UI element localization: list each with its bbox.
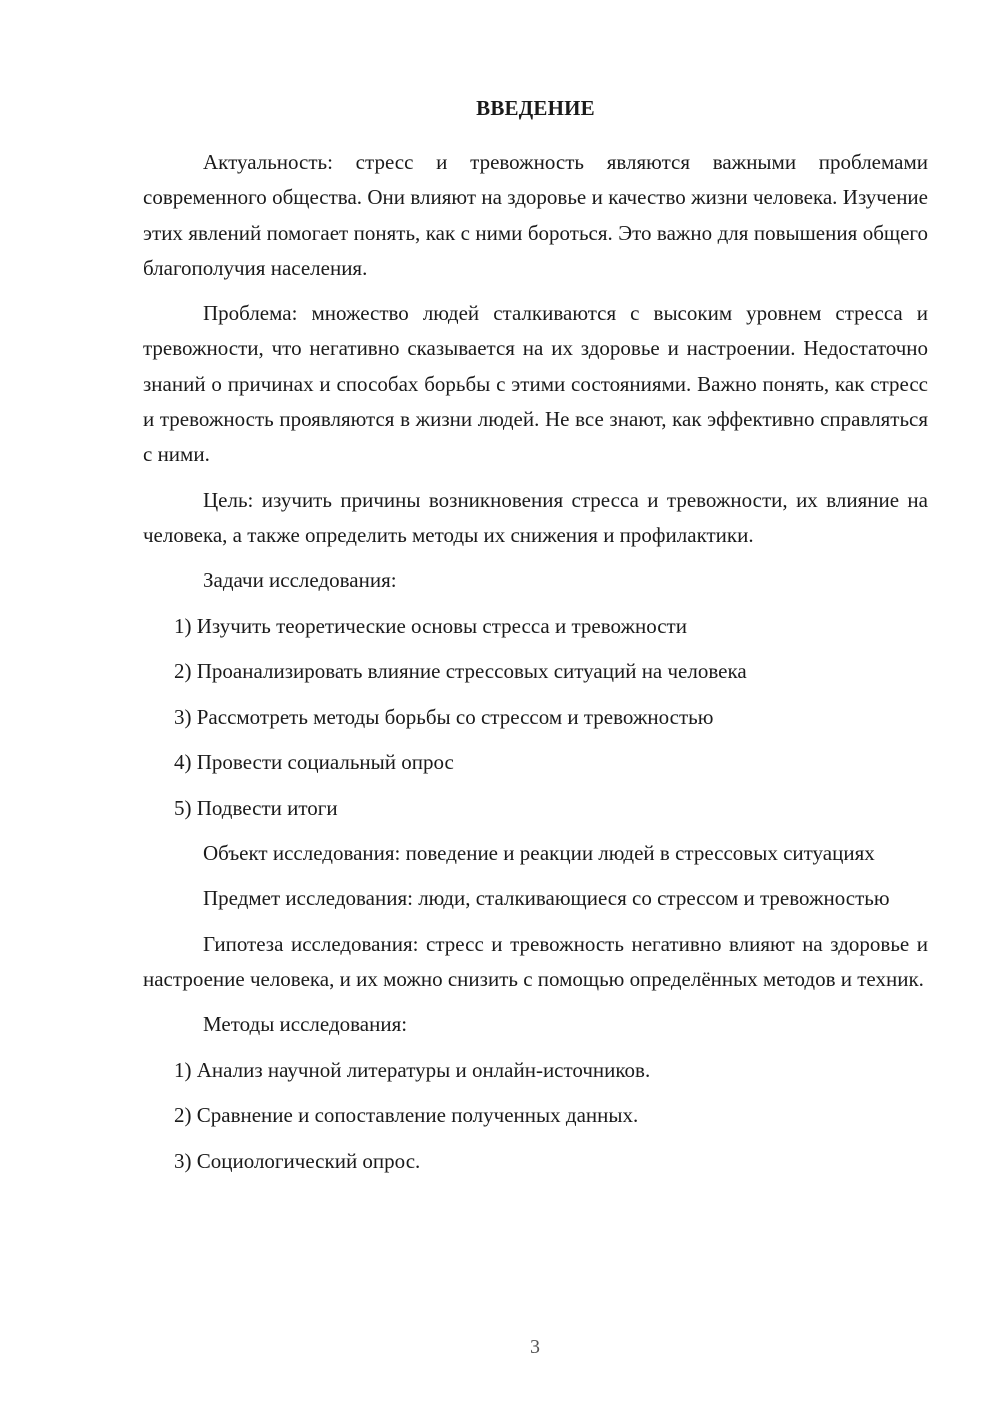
list-item: 2) Сравнение и сопоставление полученных данных. <box>174 1103 639 1128</box>
goal-paragraph: Цель: изучить причины возникновения стресса и тревожности, их влияние на человека, а также определить методы их снижения и профилактики. <box>143 487 928 547</box>
object-paragraph: Объект исследования: поведение и реакции людей в стрессовых ситуациях <box>203 841 875 866</box>
list-item: 5) Подвести итоги <box>174 795 338 820</box>
problem-paragraph: Проблема: множество людей сталкиваются с высоким уровнем стресса и тревожности, что негативно сказывается на их здоровье и настроении. Недостаточно знаний о причинах и способах борьбы с этими состояниями. Важно понять, как стресс и тревожность проявляются в жизни людей. Не все знают, как эффективно справляться с ними. <box>143 301 928 467</box>
list-item: 1) Анализ научной литературы и онлайн-источников. <box>174 1057 651 1082</box>
list-item: 2) Проанализировать влияние стрессовых ситуаций на человека <box>174 659 747 684</box>
hypothesis-paragraph: Гипотеза исследования: стресс и тревожность негативно влияют на здоровье и настроение человека, и их можно снизить с помощью определённых методов и техник. <box>143 931 928 991</box>
subject-paragraph: Предмет исследования: люди, сталкивающиеся со стрессом и тревожностью <box>203 886 890 911</box>
list-item: 4) Провести социальный опрос <box>174 750 454 775</box>
tasks-list <box>143 609 928 827</box>
relevance-paragraph: Актуальность: стресс и тревожность являются важными проблемами современного общества. Они влияют на здоровье и качество жизни человека. Изучение этих явлений помогает понять, как с ними бороться. Это важно для повышения общего благополучия населения. <box>143 150 928 280</box>
page-content <box>143 92 928 1189</box>
list-item: 3) Рассмотреть методы борьбы со стрессом и тревожностью <box>174 704 714 729</box>
methods-heading: Методы исследования: <box>203 1012 408 1037</box>
list-item: 3) Социологический опрос. <box>174 1148 421 1173</box>
list-item: 1) Изучить теоретические основы стресса и тревожности <box>174 613 687 638</box>
methods-list <box>143 1053 928 1180</box>
section-title: ВВЕДЕНИЕ <box>476 96 595 120</box>
tasks-heading: Задачи исследования: <box>203 568 397 593</box>
page-number: 3 <box>530 1336 540 1358</box>
